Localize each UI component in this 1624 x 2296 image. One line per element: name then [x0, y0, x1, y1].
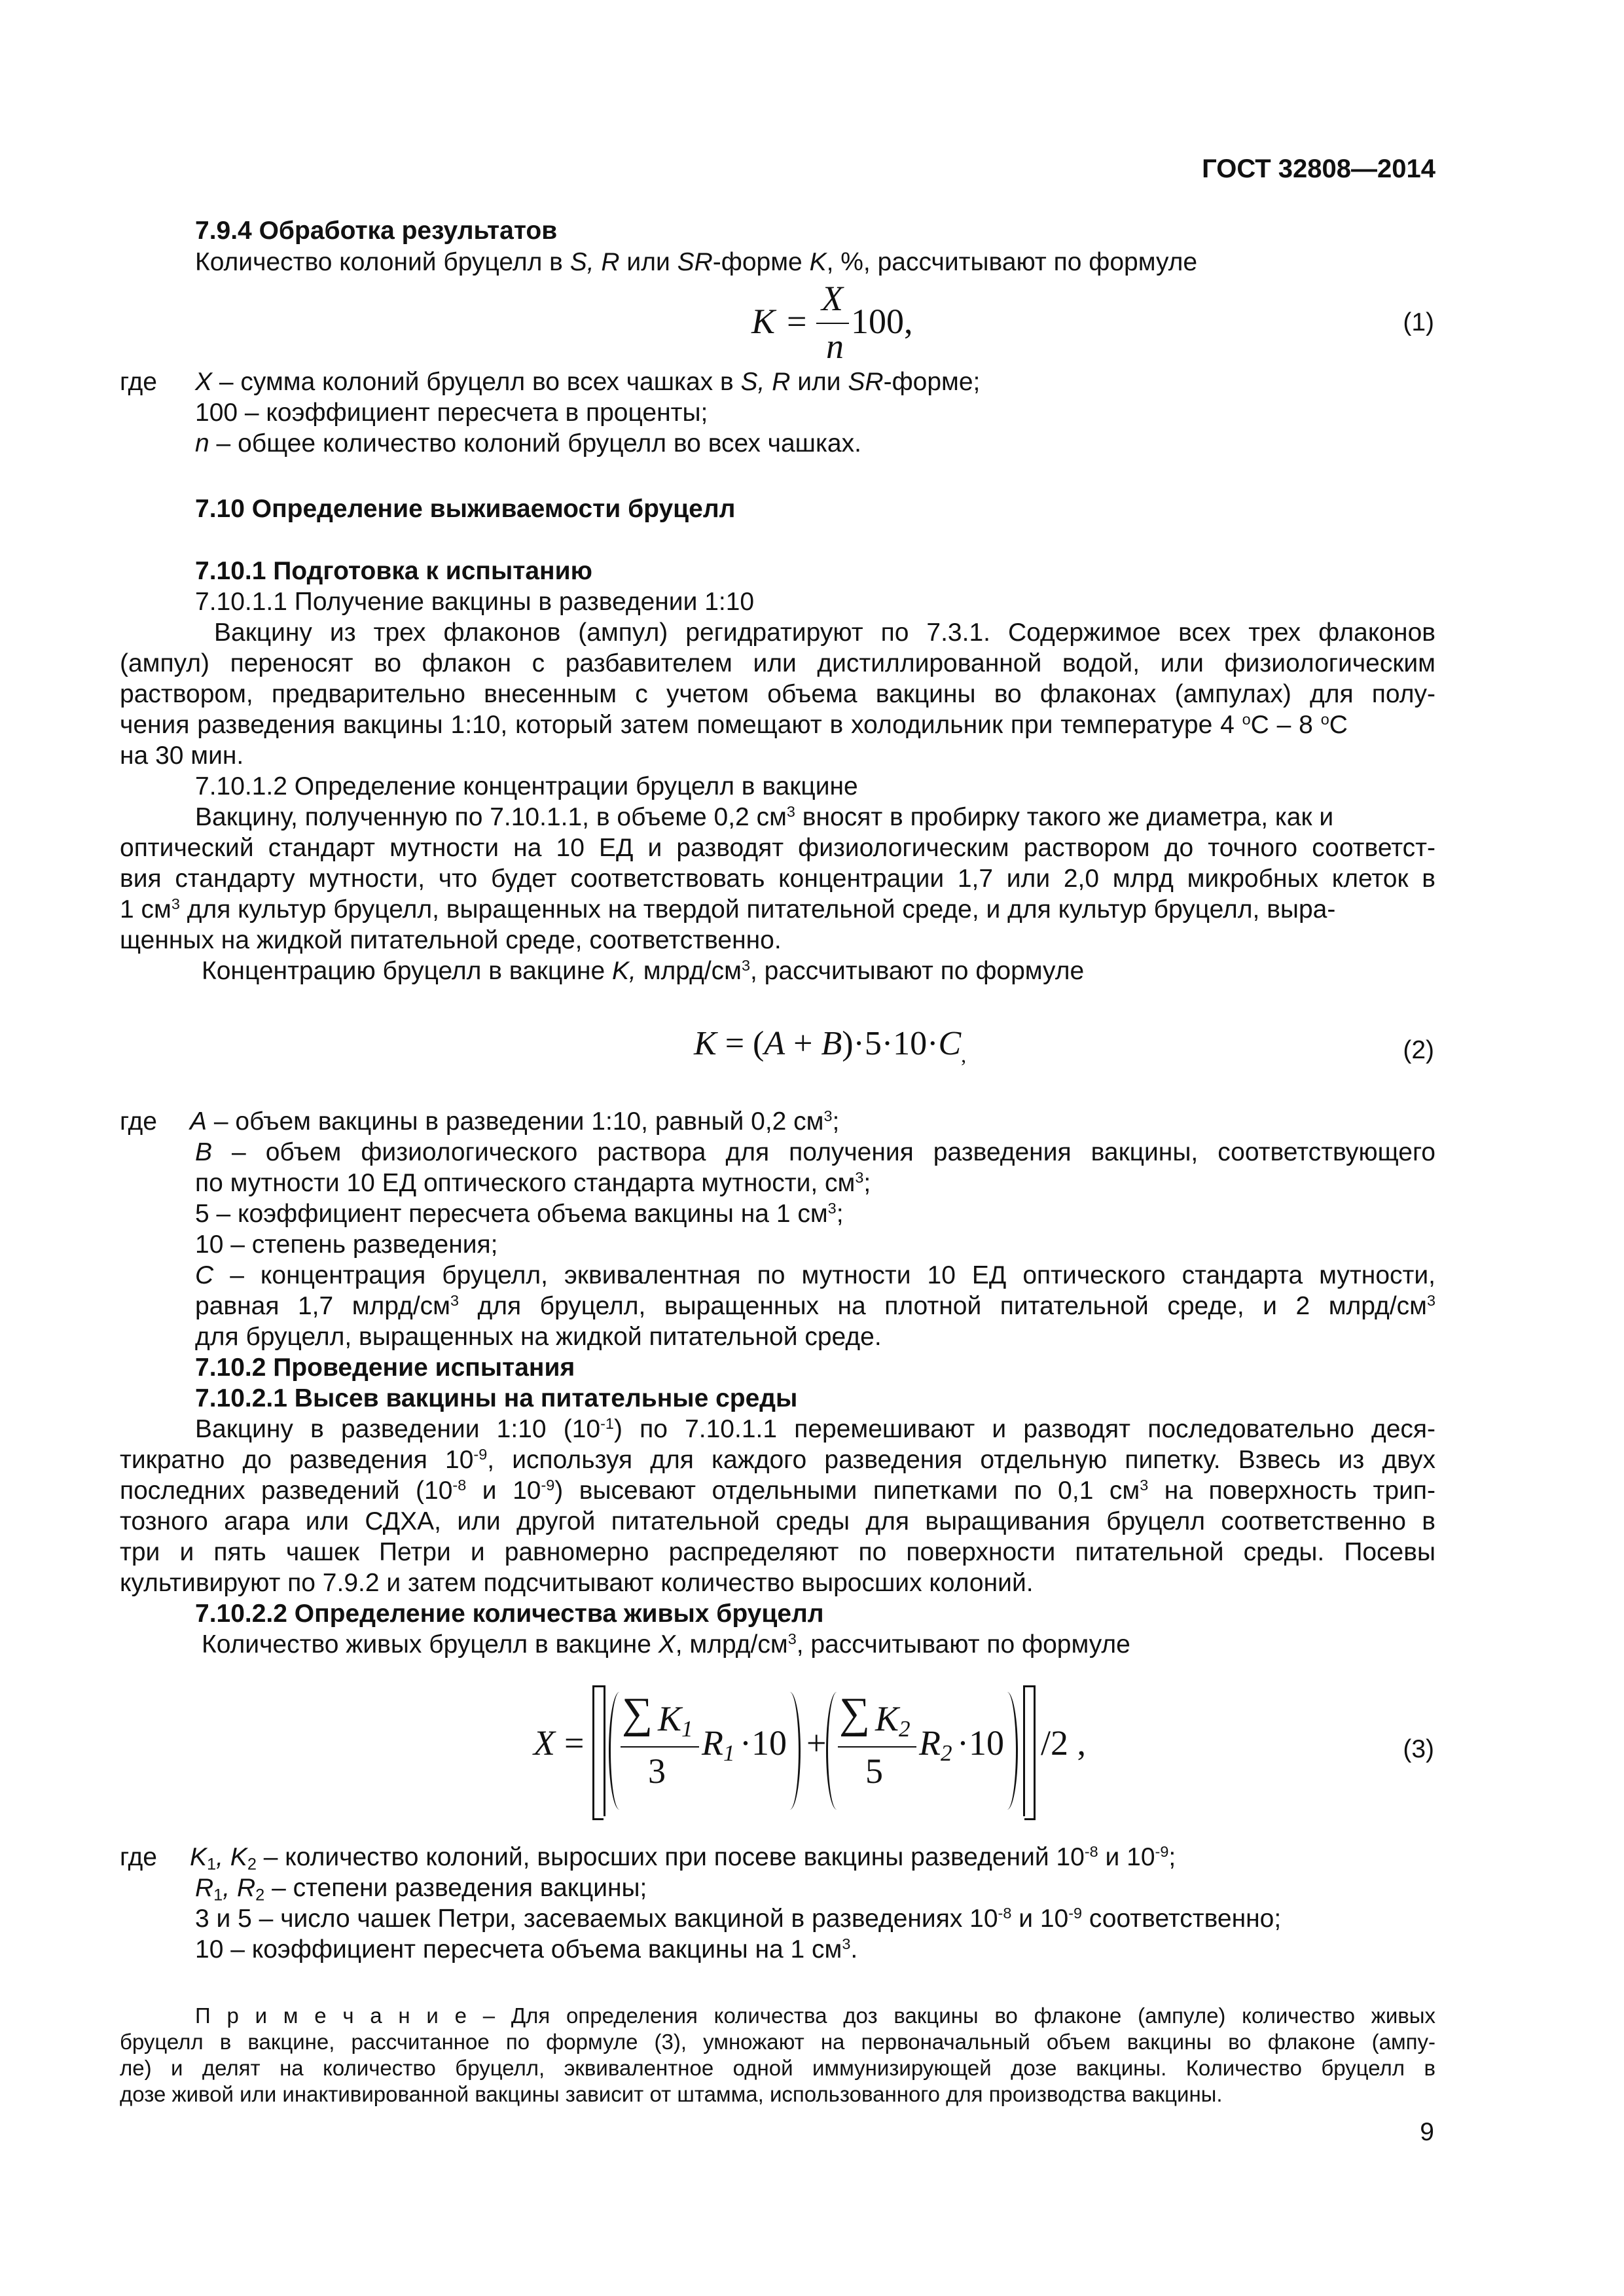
definition-r1-r2: $R_1$, $R_2$ – степени разведения вакцины; — [195, 1874, 647, 1905]
section-title-7-10-2: 7.10.2 Проведение испытания — [195, 1354, 575, 1382]
paragraph-7-10-1-1-line4: чения разведения вакцины 1:10, который затем помещают в холодильник при температуре 4 $^o$С – 8 $^o$С — [120, 711, 1348, 739]
section-title-7-10: 7.10 Определение выживаемости бруцелл — [195, 495, 736, 523]
doc-header-id: ГОСТ 32808—2014 — [1202, 154, 1435, 183]
note-line1: П р и м е ч а н и е – Для определения количества доз вакцины во флаконе (ампуле) количество живых — [195, 2003, 1436, 2028]
section-title-7-10-2-1: 7.10.2.1 Высев вакцины на питательные среды — [195, 1384, 798, 1412]
page-number: 9 — [1420, 2118, 1434, 2146]
note-line4: дозе живой или инактивированной вакцины зависит от штамма, использованного для производства вакцины. — [120, 2082, 1223, 2106]
definition-10: 10 – степень разведения; — [195, 1230, 498, 1259]
paragraph-7-10-1-1-line5: на 30 мин. — [120, 742, 244, 770]
where-label-1: где — [120, 368, 157, 396]
definition-k1-k2: $K_1$, $K_2$ – количество колоний, выросших при посеве вакцины разведений $10^{-8}$ и $10^{-9}$; — [190, 1843, 1176, 1874]
section-title-7-10-1-2: 7.10.1.2 Определение концентрации бруцелл в вакцине — [195, 772, 858, 800]
paragraph-7-10-2-1-line4: тозного агара или СДХА, или другой питательной среды для выращивания бруцелл соответственно в — [120, 1507, 1435, 1535]
note-line2: бруцелл в вакцине, рассчитанное по формуле (3), умножают на первоначальный объем вакцины во флаконе (ампу- — [120, 2030, 1435, 2054]
definition-b-cont: по мутности 10 ЕД оптического стандарта мутности, $см^3$; — [195, 1169, 871, 1197]
definition-10-volume: 10 – коэффициент пересчета объема вакцины на 1 $см^3$. — [195, 1935, 858, 1964]
paragraph-7-9-4-intro: Количество колоний бруцелл в S, R или SR-форме K, %, рассчитывают по формуле — [195, 248, 1198, 276]
paragraph-7-10-2-1-line3: последних разведений ($10^{-8}$ и $10^{-9}$) высевают отдельными пипетками по 0,1 $см^3$ на поверхность трип- — [120, 1477, 1435, 1505]
paragraph-7-10-1-2-line2: оптический стандарт мутности на 10 ЕД и разводят физиологическим раствором до точного соответст- — [120, 834, 1435, 862]
definition-3-and-5: 3 и 5 – число чашек Петри, засеваемых вакциной в разведениях $10^{-8}$ и $10^{-9}$ соответственно; — [195, 1905, 1282, 1933]
where-label-3: где — [120, 1843, 157, 1871]
where-label-2: где — [120, 1107, 157, 1136]
formula-1-number: (1) — [1403, 308, 1434, 336]
definition-c-cont: равная 1,7 млрд/$см^3$ для бруцелл, выращенных на плотной питательной среде, и 2 млрд/$см^3$ — [195, 1292, 1435, 1320]
paragraph-7-10-2-1-line1: Вакцину в разведении 1:10 $(10^{-1})$ по 7.10.1.1 перемешивают и разводят последовательно деся- — [195, 1415, 1436, 1443]
note-line3: ле) и делят на количество бруцелл, эквивалентное одной иммунизирующей дозе вакцины. Количество бруцелл в — [120, 2056, 1435, 2080]
definition-100: 100 – коэффициент пересчета в проценты; — [195, 399, 708, 427]
formula-2: $K = (A + B)\cdot 5\cdot 10\cdot C_,$ — [694, 1025, 967, 1067]
definition-c: С – концентрация бруцелл, эквивалентная по мутности 10 ЕД оптического стандарта мутности, — [195, 1261, 1435, 1289]
definition-x: X – сумма колоний бруцелл во всех чашках в S, R или SR-форме; — [195, 368, 981, 396]
formula-3-number: (3) — [1403, 1735, 1434, 1763]
paragraph-7-10-1-1-line3: раствором, предварительно внесенным с учетом объема вакцины во флаконах (ампулах) для полу- — [120, 680, 1435, 708]
definition-n: n – общее количество колоний бруцелл во всех чашках. — [195, 429, 861, 457]
section-title-7-10-1-1: 7.10.1.1 Получение вакцины в разведении 1:10 — [195, 588, 755, 616]
section-title-7-9-4: 7.9.4 Обработка результатов — [195, 217, 558, 245]
definition-b: В – объем физиологического раствора для получения разведения вакцины, соответствующего — [195, 1138, 1435, 1166]
paragraph-live-count-intro: Количество живых бруцелл в вакцине X, млрд/$см^3$, рассчитывают по формуле — [202, 1630, 1130, 1659]
document-page: ГОСТ 32808—2014 7.9.4 Обработка результатов Количество колоний бруцелл в S, R или SR-форме K, %, рассчитывают по формуле K = X n 100, (1) где X – сумма колоний бруцелл во всех чашках в S, R или SR-форме; 100 – коэффициент пересчета в проценты; n – общее количество колоний бруцелл во всех чашках. 7.10 Определение выживаемости бруцелл 7.10.1 Подготовка к испытанию 7.10.1.1 Получение вакцины в разведении 1:10 Вакцину из трех флаконов (ампул) регидратируют по 7.3.1. Содержимое всех трех флаконов (ампул) переносят во флакон с разбавителем или дистиллированной водой, или физиологическим раствором, предварительно внесенным с учетом объема вакцины во флаконах (ампулах) для полу- чения разведения вакцины 1:10, который затем помещают в холодильник при температуре 4 $^o$С – 8 $^o$С на 30 мин. 7.10.1.2 Определение концентрации бруцелл в вакцине Вакцину, полученную по 7.10.1.1, в объеме 0,2 $см^3$ вносят в пробирку такого же диаметра, как и оптический стандарт мутности на 10 ЕД и разводят физиологическим раствором до точного соответст- вия стандарту мутности, что будет соответствовать концентрации 1,7 или 2,0 млрд микробных клеток в 1 $см^3$ для культур бруцелл, выращенных на твердой питательной среде, и для культур бруцелл, выра- щенных на жидкой питательной среде, соответственно. Концентрацию бруцелл в вакцине K, млрд/$см^3$, рассчитывают по формуле $K = (A + B)\cdot 5\cdot 10\cdot C_,$ (2) где А – объем вакцины в разведении 1:10, равный 0,2 $см^3$; В – объем физиологического раствора для получения разведения вакцины, соответствующего по мутности 10 ЕД оптического стандарта мутности, $см^3$; 5 – коэффициент пересчета объема вакцины на 1 $см^3$; 10 – степень разведения; С – концентрация бруцелл, эквивалентная по мутности 10 ЕД оптического стандарта мутности, равная 1,7 млрд/$см^3$ для бруцелл, выращенных на плотной питательной среде, и 2 млрд/$см^3$ для бруцелл, выращенных на жидкой питательной среде. 7.10.2 Проведение испытания 7.10.2.1 Высев вакцины на питательные среды Вакцину в разведении 1:10 $(10^{-1})$ по 7.10.1.1 перемешивают и разводят последовательно деся- тикратно до разведения $10^{-9}$, используя для каждого разведения отдельную пипетку. Взвесь из двух последних разведений ($10^{-8}$ и $10^{-9}$) высевают отдельными пипетками по 0,1 $см^3$ на поверхность трип- тозного агара или СДХА, или другой питательной среды для выращивания бруцелл соответственно в три и пять чашек Петри и равномерно распределяют по поверхности питательной среды. Посевы культивируют по 7.9.2 и затем подсчитывают количество выросших колоний. 7.10.2.2 Определение количества живых бруцелл Количество живых бруцелл в вакцине X, млрд/$см^3$, рассчитывают по формуле X = ∑ $K_1$ 3 $R_1$ ·10 + ∑ $K_2$ 5 $R_2$ ·10 /2 , (3) где $K_1$, $K_2$ – количество колоний, выросших при посеве вакцины разведений $10^{-8}$ и $10^{-9}$; $R_1$, $R_2$ – степени разведения вакцины; 3 и 5 – число чашек Петри, засеваемых вакциной в разведениях $10^{-8}$ и $10^{-9}$ соответственно; 10 – коэффициент пересчета объема вакцины на 1 $см^3$. П р и м е ч а н и е – Для определения количества доз вакцины во флаконе (ампуле) количество живых бруцелл в вакцине, рассчитанное по формуле (3), умножают на первоначальный объем вакцины во флаконе (ампу- ле) и делят на количество бруцелл, эквивалентное одной иммунизирующей дозе вакцины. Количество бруцелл в дозе живой или инактивированной вакцины зависит от штамма, использованного для производства вакцины. 9 — [120, 154, 1436, 2146]
definition-5: 5 – коэффициент пересчета объема вакцины на 1 $см^3$; — [195, 1200, 844, 1228]
paragraph-7-10-1-2-line1: Вакцину, полученную по 7.10.1.1, в объеме 0,2 $см^3$ вносят в пробирку такого же диаметра, как и — [195, 803, 1334, 831]
paragraph-7-10-1-2-line4: 1 $см^3$ для культур бруцелл, выращенных на твердой питательной среде, и для культур бруцелл, выра- — [120, 895, 1336, 924]
paragraph-7-10-1-1-line1: Вакцину из трех флаконов (ампул) регидратируют по 7.3.1. Содержимое всех трех флаконов — [214, 619, 1435, 647]
paragraph-7-10-1-1-line2: (ампул) переносят во флакон с разбавителем или дистиллированной водой, или физиологическим — [120, 649, 1435, 677]
definition-a: А – объем вакцины в разведении 1:10, равный 0,2 $см^3$; — [190, 1107, 840, 1136]
definition-c-end: для бруцелл, выращенных на жидкой питательной среде. — [195, 1323, 882, 1351]
paragraph-7-10-1-2-line3: вия стандарту мутности, что будет соответствовать концентрации 1,7 или 2,0 млрд микробных клеток в — [120, 865, 1435, 893]
paragraph-7-10-2-1-line5: три и пять чашек Петри и равномерно распределяют по поверхности питательной среды. Посевы — [120, 1538, 1435, 1566]
paragraph-7-10-2-1-line2: тикратно до разведения $10^{-9}$, используя для каждого разведения отдельную пипетку. Взвесь из двух — [120, 1446, 1436, 1474]
paragraph-7-10-2-1-line6: культивируют по 7.9.2 и затем подсчитывают количество выросших колоний. — [120, 1569, 1034, 1597]
section-title-7-10-2-2: 7.10.2.2 Определение количества живых бруцелл — [195, 1600, 824, 1628]
section-title-7-10-1: 7.10.1 Подготовка к испытанию — [195, 557, 592, 585]
paragraph-concentration-intro: Концентрацию бруцелл в вакцине K, млрд/$см^3$, рассчитывают по формуле — [202, 957, 1085, 985]
formula-2-number: (2) — [1403, 1036, 1434, 1064]
paragraph-7-10-1-2-line5: щенных на жидкой питательной среде, соответственно. — [120, 926, 782, 954]
